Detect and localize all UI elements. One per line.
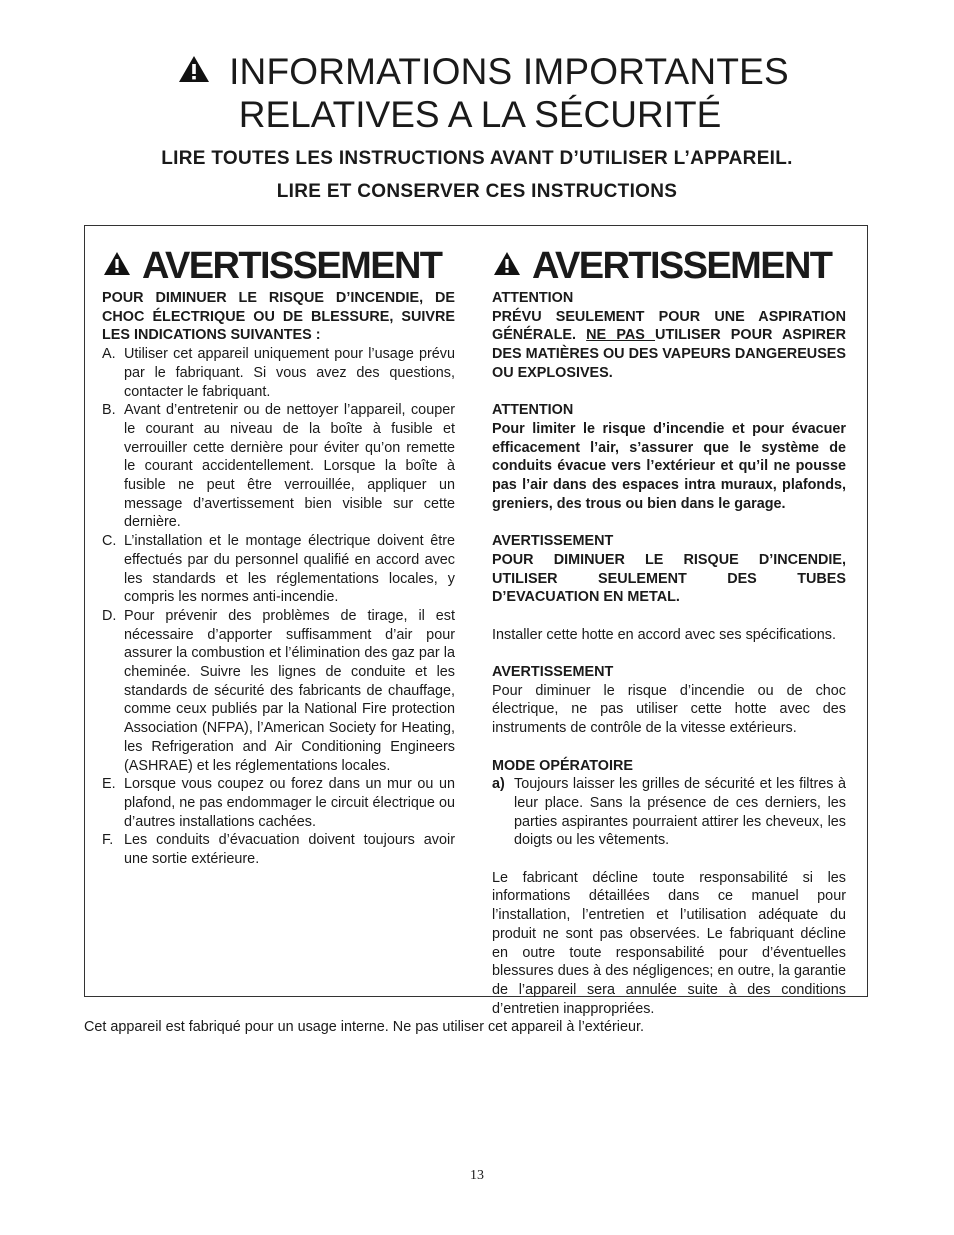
list-item: D. Pour prévenir des problèmes de tirage, il est nécessaire d’apporter suffisamment d’air pour assurer la combustion et l’élimination des gaz par la cheminée. Suivre les lignes de conduite et les standards de sécurité des fabricants de chauffage, comme ceux publiés par la National Fire protection Association (NFPA), l’American Society for Heating, les Refrigeration and Air Conditioning Engineers (ASHRAE) et les réglementations locales. [102, 607, 455, 774]
attention-exhaust-text: Pour limiter le risque d’incendie et pour évacuer efficacement l’air, s’assurer que le système de conduits évacue vers l’extérieur et qu’il ne pousse pas l’air dans des espaces intra muraux, plafonds, greniers, des trous ou bien dans le garage. [492, 420, 846, 512]
list-item: A. Utiliser cet appareil uniquement pour l’usage prévu par le fabriquant. Si vous avez des questions, contacter le fabriquant. [102, 346, 455, 400]
indoor-use-note: Cet appareil est fabriqué pour un usage interne. Ne pas utiliser cet appareil à l’extérieur. [84, 1019, 644, 1035]
warning-speed-control-text: Pour diminuer le risque d’incendie ou de choc électrique, ne pas utiliser cette hotte avec des instruments de contrôle de la vitesse extérieurs. [492, 682, 846, 737]
list-item: a) Toujours laisser les grilles de sécurité et les filtres à leur place. Sans la présence de ces derniers, les parties aspirantes pourraient attirer les cheveux, les doigts ou les vêtements. [492, 776, 846, 849]
list-item: F. Les conduits d’évacuation doivent toujours avoir une sortie extérieure. [102, 832, 455, 868]
list-item: E. Lorsque vous coupez ou forez dans un mur ou un plafond, ne pas endommager le circuit électrique ou d’autres installations cachées. [102, 776, 455, 830]
list-item: B. Avant d’entretenir ou de nettoyer l’appareil, couper le courant au niveau de la boîte à fusible et verrouiller cette dernière pour éviter qu’on remette le courant accidentellement. Lorsque la boîte à fusible ne peut être verrouillée, appliquer un message d’avertissement bien visible sur cette dernière. [102, 402, 455, 531]
liability-text: Le fabricant décline toute responsabilité si les informations détaillées dans ce manuel pour l’installation, l’entretien et l’utilisation adéquate du produit ne sont pas observées. Le fabriquant décline en outre toute responsabilité pour d’éventuelles blessures dues à des négligences; en outre, la garantie de l’appareil sera annulée suite à des conditions d’entretien inappropriées. [492, 869, 846, 1017]
warning-icon [177, 52, 211, 92]
warning-title: AVERTISSEMENT [492, 664, 614, 680]
page-title [0, 52, 954, 136]
attention-title: ATTENTION [492, 402, 574, 419]
operating-mode-list [492, 775, 846, 850]
warning-icon [102, 250, 132, 282]
list-item: C. L’installation et le montage électrique doivent être effectués par du personnel qualifié en accord avec les standards et les réglementations locales, y compris les normes anti-incendie. [102, 533, 455, 606]
attention-general-use-text: PRÉVU SEULEMENT POUR UNE ASPIRATION GÉNÉRALE. NE PAS UTILISER POUR ASPIRER DES MATIÈRES OU DES VAPEURS DANGEREUSES OU EXPLOSIVES. [492, 308, 846, 381]
attention-title: ATTENTION [492, 290, 574, 306]
warning-metal-ducts-text: POUR DIMINUER LE RISQUE D’INCENDIE, UTILISER SEULEMENT DES TUBES D’EVACUATION EN METAL. [492, 551, 846, 606]
left-warning-heading: AVERTISSEMENT [142, 245, 442, 287]
title-line-1: INFORMATIONS IMPORTANTES [229, 51, 789, 92]
operating-mode-title: MODE OPÉRATOIRE [492, 757, 633, 774]
title-line-2: RELATIVES A LA SÉCURITÉ [238, 94, 722, 135]
right-warning-heading: AVERTISSEMENT [532, 245, 832, 287]
warning-icon [492, 250, 522, 282]
right-warning-column [492, 243, 846, 1018]
left-warning-column [102, 243, 455, 869]
install-specs-text: Installer cette hotte en accord avec ses spécifications. [492, 626, 836, 643]
subtitle-read-all: LIRE TOUTES LES INSTRUCTIONS AVANT D’UTILISER L’APPAREIL. [161, 148, 793, 169]
left-intro: POUR DIMINUER LE RISQUE D’INCENDIE, DE CHOC ÉLECTRIQUE OU DE BLESSURE, SUIVRE LES INDICATIONS SUIVANTES : [102, 290, 455, 344]
subtitle-keep-instructions: LIRE ET CONSERVER CES INSTRUCTIONS [276, 181, 678, 202]
page-number: 13 [470, 1168, 484, 1183]
warning-box [84, 225, 868, 1017]
warning-title: AVERTISSEMENT [492, 533, 614, 550]
left-instruction-list [102, 345, 455, 869]
